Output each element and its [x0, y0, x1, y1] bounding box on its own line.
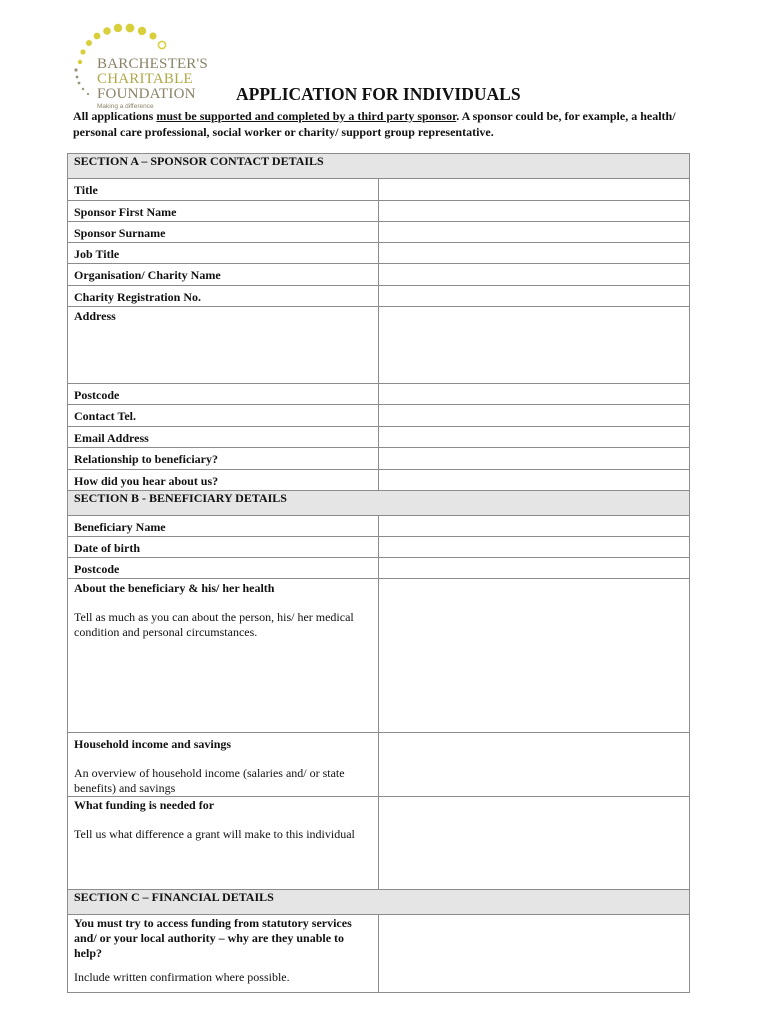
intro-emphasis: must be supported and completed by a third party sponsor: [156, 109, 457, 123]
field-label-how-heard: How did you hear about us?: [68, 470, 379, 491]
field-input-title[interactable]: [379, 179, 690, 201]
section-a-heading: SECTION A – SPONSOR CONTACT DETAILS: [68, 154, 690, 179]
field-label-title: Title: [68, 179, 379, 201]
intro-suffix: . A sponsor could be, for example, a health/ personal care professional, social worker or charity/ support group representative.: [73, 109, 676, 139]
field-input-beneficiary-health[interactable]: [379, 579, 690, 733]
funding-note: Tell us what difference a grant will make to this individual: [74, 827, 355, 841]
field-label-beneficiary-health: About the beneficiary & his/ her health Tell as much as you can about the person, his/ her medical condition and personal circumstances.: [68, 579, 379, 733]
field-label-address: Address: [68, 307, 379, 384]
field-label-household-income: Household income and savings An overview of household income (salaries and/ or state benefits) and savings: [68, 733, 379, 797]
field-input-funding-needed[interactable]: [379, 797, 690, 890]
field-label-contact-tel: Contact Tel.: [68, 405, 379, 427]
field-label-statutory-funding: You must try to access funding from statutory services and/ or your local authority – why are they unable to help? Include written confirmation where possible.: [68, 915, 379, 993]
logo-line-3: FOUNDATION: [97, 86, 196, 102]
field-label-funding-needed: What funding is needed for Tell us what difference a grant will make to this individual: [68, 797, 379, 890]
field-label-organisation: Organisation/ Charity Name: [68, 264, 379, 286]
field-label-beneficiary-postcode: Postcode: [68, 558, 379, 579]
field-input-date-of-birth[interactable]: [379, 537, 690, 558]
field-input-postcode[interactable]: [379, 384, 690, 405]
field-label-sponsor-surname: Sponsor Surname: [68, 222, 379, 243]
application-form-table: [67, 153, 690, 993]
field-input-relationship[interactable]: [379, 448, 690, 470]
field-input-email[interactable]: [379, 427, 690, 448]
field-label-date-of-birth: Date of birth: [68, 537, 379, 558]
field-input-job-title[interactable]: [379, 243, 690, 264]
logo-line-2: CHARITABLE: [97, 71, 193, 87]
field-input-sponsor-surname[interactable]: [379, 222, 690, 243]
field-input-contact-tel[interactable]: [379, 405, 690, 427]
logo-tagline: Making a difference: [97, 103, 154, 110]
field-input-beneficiary-postcode[interactable]: [379, 558, 690, 579]
field-label-postcode: Postcode: [68, 384, 379, 405]
field-label-charity-reg-no: Charity Registration No.: [68, 286, 379, 307]
section-b-heading: SECTION B - BENEFICIARY DETAILS: [68, 491, 690, 516]
logo-line-1: BARCHESTER'S: [97, 56, 208, 72]
field-input-address[interactable]: [379, 307, 690, 384]
field-label-job-title: Job Title: [68, 243, 379, 264]
foundation-logo: [70, 20, 230, 110]
intro-text: [73, 108, 713, 140]
field-input-organisation[interactable]: [379, 264, 690, 286]
field-label-relationship: Relationship to beneficiary?: [68, 448, 379, 470]
field-input-household-income[interactable]: [379, 733, 690, 797]
section-c-heading: SECTION C – FINANCIAL DETAILS: [68, 890, 690, 915]
field-label-beneficiary-name: Beneficiary Name: [68, 516, 379, 537]
field-label-email: Email Address: [68, 427, 379, 448]
field-label-sponsor-first-name: Sponsor First Name: [68, 201, 379, 222]
field-input-how-heard[interactable]: [379, 470, 690, 491]
field-input-beneficiary-name[interactable]: [379, 516, 690, 537]
page-title: APPLICATION FOR INDIVIDUALS: [236, 84, 521, 104]
field-input-statutory-funding[interactable]: [379, 915, 690, 993]
health-note: Tell as much as you can about the person, his/ her medical condition and personal circumstances.: [74, 610, 354, 639]
statutory-note: Include written confirmation where possible.: [74, 970, 290, 984]
field-input-charity-reg-no[interactable]: [379, 286, 690, 307]
income-note: An overview of household income (salaries and/ or state benefits) and savings: [74, 766, 345, 795]
intro-prefix: All applications: [73, 109, 157, 123]
field-input-sponsor-first-name[interactable]: [379, 201, 690, 222]
